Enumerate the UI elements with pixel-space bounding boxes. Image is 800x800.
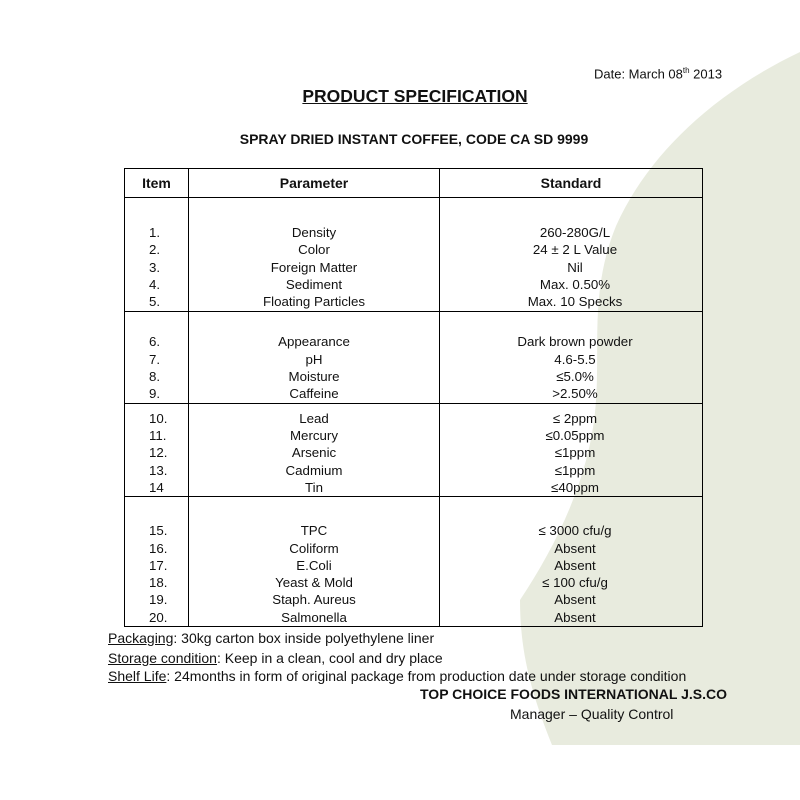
item-number: 7. [149, 351, 161, 367]
storage-line [108, 650, 443, 666]
table-header-row [125, 169, 703, 198]
item-number: 19. [149, 592, 168, 608]
table-cell-item-number [125, 198, 189, 312]
parameter-name: Density [291, 225, 337, 241]
parameter-name: Caffeine [289, 386, 339, 402]
item-number: 20. [149, 609, 168, 625]
item-number: 1. [149, 225, 161, 241]
standard-value: ≤5.0% [556, 369, 594, 385]
table-cell-item-number [125, 403, 189, 497]
packaging-value: : 30kg carton box inside polyethylene liner [173, 630, 435, 646]
parameter-name: Coliform [289, 540, 339, 556]
parameter-name: TPC [300, 523, 328, 539]
table-cell-item-number [125, 311, 189, 403]
parameter-name: Foreign Matter [270, 259, 358, 275]
item-number: 3. [149, 259, 161, 275]
item-number: 10. [149, 410, 168, 426]
table-cell-standard-value [440, 198, 703, 312]
parameter-name: pH [305, 351, 323, 367]
parameter-name: E.Coli [296, 557, 332, 573]
standard-value: Absent [554, 609, 596, 625]
shelf-life-value: : 24months in form of original package from production date under storage condition [166, 668, 687, 684]
parameter-name: Salmonella [281, 609, 347, 625]
standard-value: Absent [554, 592, 596, 608]
packaging-line [108, 630, 434, 646]
item-number: 14 [149, 480, 164, 496]
table-cell-standard-value [440, 311, 703, 403]
table-cell-standard-value [440, 497, 703, 627]
table-cell-standard-value [440, 403, 703, 497]
parameter-name: Yeast & Mold [275, 575, 353, 591]
parameter-name: Cadmium [285, 462, 343, 478]
parameter-name: Sediment [285, 276, 343, 292]
packaging-label: Packaging [108, 630, 174, 646]
parameter-name: Color [298, 242, 330, 258]
standard-value: 4.6-5.5 [554, 351, 596, 367]
table-cell-parameter-name [189, 198, 440, 312]
standard-value: Max. 0.50% [539, 276, 611, 292]
item-number: 8. [149, 369, 161, 385]
table-row [125, 497, 703, 627]
specification-table [124, 168, 703, 627]
document-date: Date: March 08th 2013 [594, 66, 723, 82]
item-number: 15. [149, 523, 168, 539]
item-number: 5. [149, 294, 161, 310]
column-header-item: Item [125, 169, 189, 198]
standard-value: ≤ 100 cfu/g [542, 575, 608, 591]
standard-value: 260-280G/L [539, 225, 611, 241]
standard-value: ≤1ppm [554, 462, 596, 478]
table-row [125, 198, 703, 312]
company-name: TOP CHOICE FOODS INTERNATIONAL J.S.CO [420, 686, 727, 702]
item-number: 17. [149, 557, 168, 573]
standard-value: ≤ 2ppm [552, 410, 598, 426]
parameter-name: Moisture [288, 369, 340, 385]
standard-value: 24 ± 2 L Value [532, 242, 618, 258]
standard-value: ≤0.05ppm [545, 428, 605, 444]
item-number: 4. [149, 276, 161, 292]
parameter-name: Arsenic [291, 445, 337, 461]
standard-value: Max. 10 Specks [527, 294, 623, 310]
table-row [125, 311, 703, 403]
table-cell-parameter-name [189, 497, 440, 627]
column-header-parameter: Parameter [189, 169, 440, 198]
shelf-life-line [108, 668, 686, 684]
parameter-name: Floating Particles [263, 294, 365, 310]
shelf-life-label: Shelf Life [108, 668, 167, 684]
standard-value: Absent [554, 540, 596, 556]
parameter-name: Lead [299, 410, 329, 426]
table-cell-parameter-name [189, 311, 440, 403]
storage-label: Storage condition [108, 650, 217, 666]
parameter-name: Tin [305, 480, 323, 496]
item-number: 16. [149, 540, 168, 556]
product-subtitle: SPRAY DRIED INSTANT COFFEE, CODE CA SD 9999 [239, 131, 589, 147]
table-row [125, 403, 703, 497]
parameter-name: Mercury [289, 428, 339, 444]
standard-value: ≤40ppm [551, 480, 599, 496]
item-number: 11. [149, 428, 167, 444]
item-number: 18. [149, 575, 168, 591]
column-header-standard: Standard [440, 169, 703, 198]
signatory-title: Manager – Quality Control [510, 706, 674, 722]
storage-value: : Keep in a clean, cool and dry place [216, 650, 443, 666]
item-number: 12. [149, 445, 168, 461]
table-cell-parameter-name [189, 403, 440, 497]
item-number: 9. [149, 386, 161, 402]
standard-value: ≤1ppm [554, 445, 596, 461]
item-number: 13. [149, 462, 168, 478]
standard-value: Absent [554, 557, 596, 573]
standard-value: ≤ 3000 cfu/g [538, 523, 612, 539]
item-number: 6. [149, 334, 161, 350]
standard-value: Dark brown powder [517, 334, 633, 350]
standard-value: Nil [567, 259, 583, 275]
standard-value: >2.50% [552, 386, 598, 402]
item-number: 2. [149, 242, 161, 258]
parameter-name: Appearance [278, 334, 350, 350]
parameter-name: Staph. Aureus [272, 592, 356, 608]
page-title: PRODUCT SPECIFICATION [302, 86, 528, 106]
table-cell-item-number [125, 497, 189, 627]
